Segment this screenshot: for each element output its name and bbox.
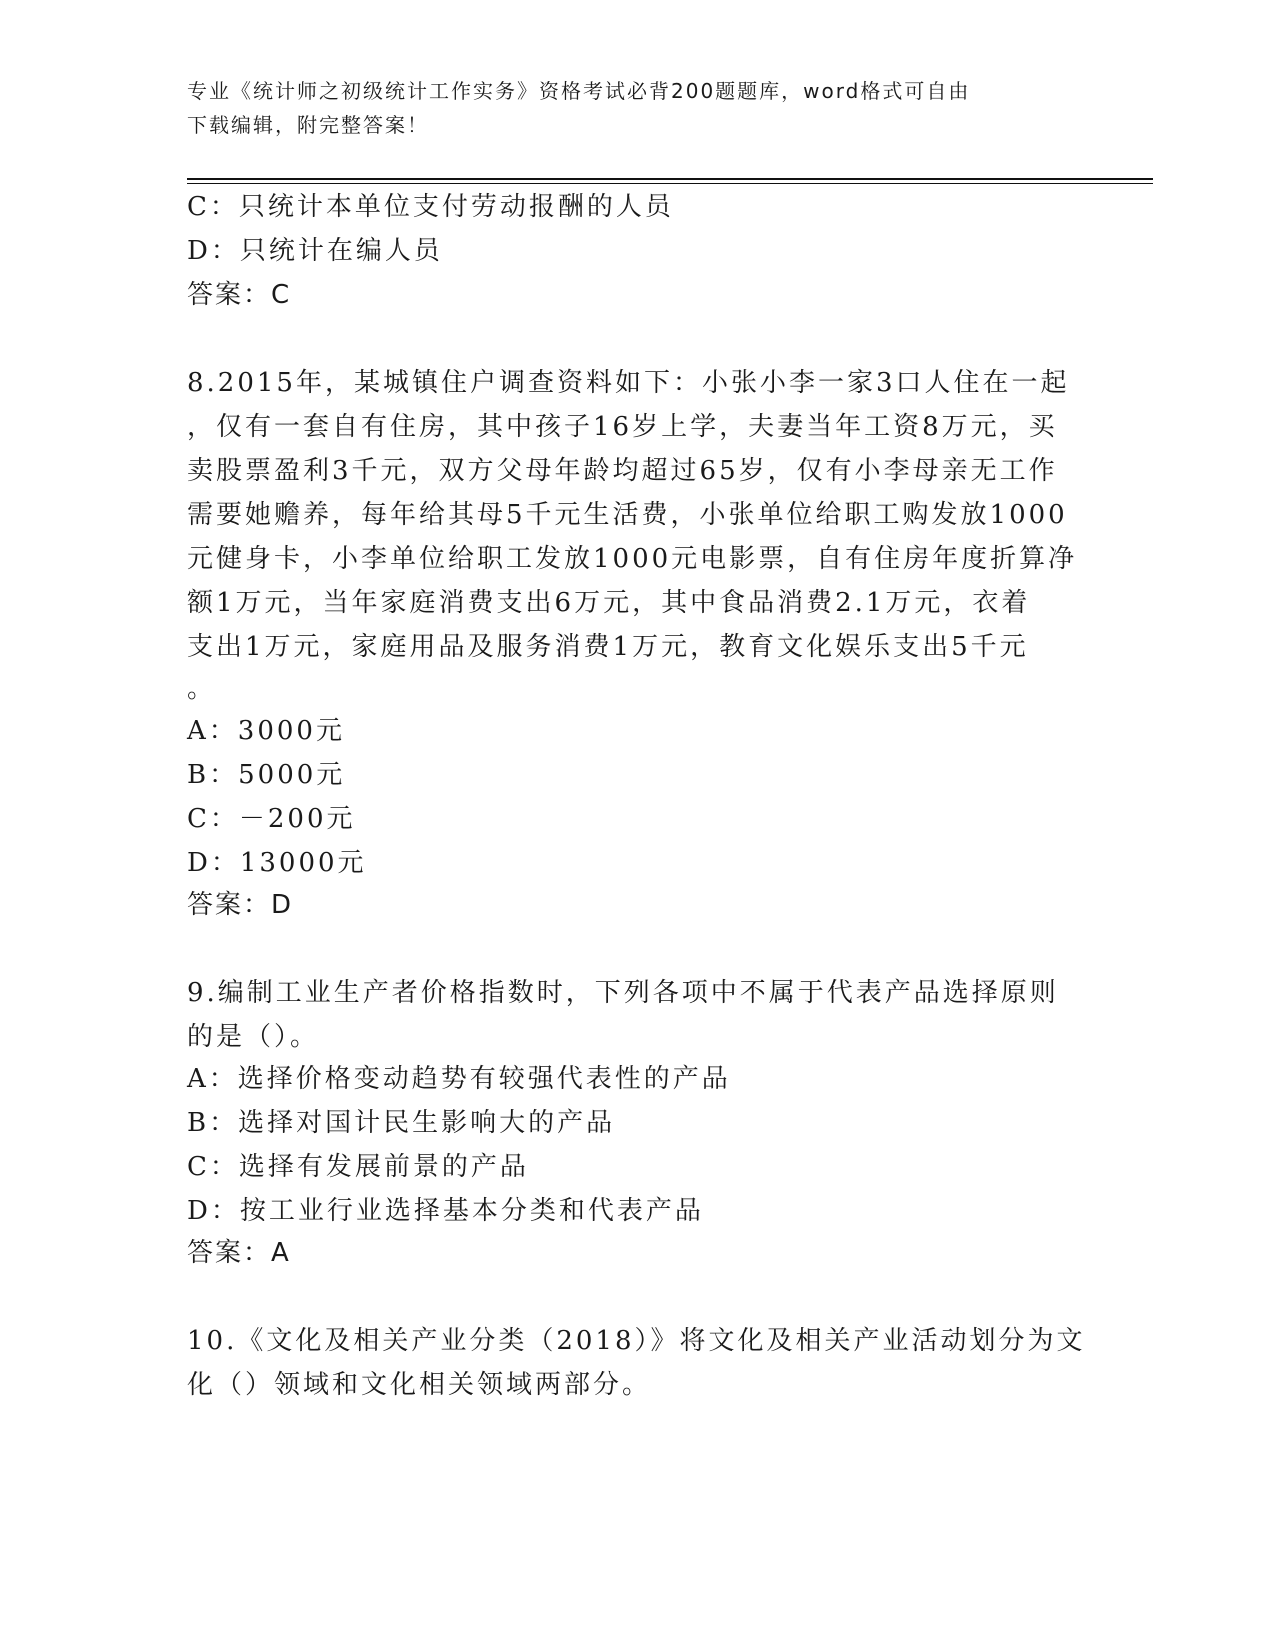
q9-option-b: B：选择对国计民生影响大的产品 [187,1108,616,1138]
header-divider-thin [187,183,1153,184]
q9-option-d: D：按工业行业选择基本分类和代表产品 [187,1196,704,1226]
q9-answer: 答案：A [187,1238,291,1268]
q8-stem-line: 8.2015年，某城镇住户调查资料如下：小张小李一家3口人住在一起 [187,368,1070,398]
q8-stem-line: 卖股票盈利3千元，双方父母年龄均超过65岁，仅有小李母亲无工作 [187,456,1058,486]
q8-option-d: D：13000元 [187,848,367,878]
q8-option-c: C：－200元 [187,804,356,834]
header-title-line-2: 下载编辑，附完整答案！ [187,113,429,137]
q7-option-d: D：只统计在编人员 [187,236,443,266]
q9-option-a: A：选择价格变动趋势有较强代表性的产品 [187,1064,731,1094]
q8-stem-line: 需要她赡养，每年给其母5千元生活费，小张单位给职工购发放1000 [187,500,1068,530]
header-divider-thick [187,178,1153,180]
header-title-line-1: 专业《统计师之初级统计工作实务》资格考试必背200题题库，word格式可自由 [187,79,971,103]
q9-stem-line-1: 9.编制工业生产者价格指数时，下列各项中不属于代表产品选择原则 [187,978,1059,1008]
q8-stem-line: 元健身卡，小李单位给职工发放1000元电影票，自有住房年度折算净 [187,544,1078,574]
q8-option-a: A：3000元 [187,716,345,746]
document-header [187,74,1087,142]
q7-option-c: C：只统计本单位支付劳动报酬的人员 [187,192,674,222]
q8-stem-line: ，仅有一套自有住房，其中孩子16岁上学，夫妻当年工资8万元，买 [187,412,1058,442]
q8-stem-line: 额1万元，当年家庭消费支出6万元，其中食品消费2.1万元，衣着 [187,588,1031,618]
q8-stem-line: 支出1万元，家庭用品及服务消费1万元，教育文化娱乐支出5千元 [187,632,1029,662]
q8-stem-line: 。 [187,674,217,704]
q8-answer: 答案：D [187,890,294,920]
q10-stem-line-2: 化（）领域和文化相关领域两部分。 [187,1370,652,1400]
q7-answer: 答案：C [187,280,292,310]
q9-stem-line-2: 的是（）。 [187,1022,320,1052]
q9-option-c: C：选择有发展前景的产品 [187,1152,529,1182]
q10-stem-line-1: 10.《文化及相关产业分类（2018）》将文化及相关产业活动划分为文 [187,1326,1086,1356]
q8-option-b: B：5000元 [187,760,346,790]
